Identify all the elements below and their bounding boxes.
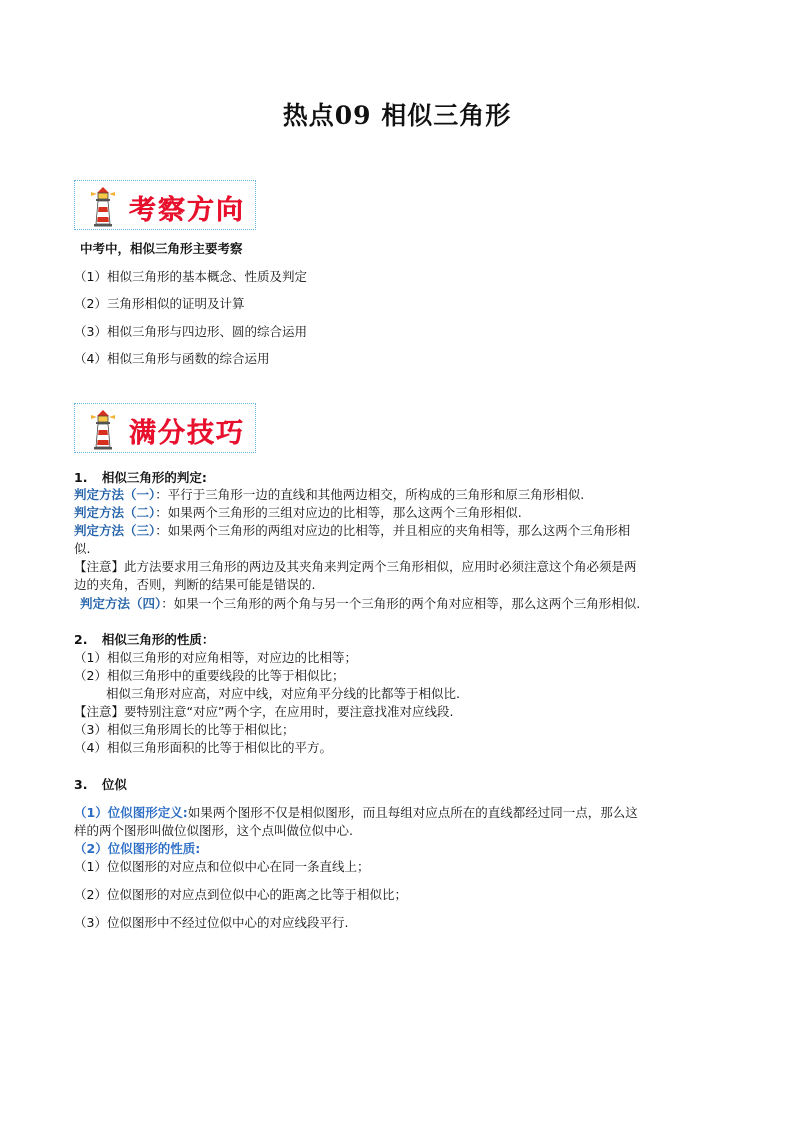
subsection-label: 相似三角形的判定: (101, 470, 207, 485)
property-item: （1）位似图形的对应点和位似中心在同一条直线上； (74, 859, 370, 874)
definition-text-cont: 样的两个图形叫做位似图形，这个点叫做位似中心. (74, 823, 353, 838)
subsection-title (74, 777, 127, 793)
definition-label: （1）位似图形定义: (74, 805, 188, 820)
method-text: ：平行于三角形一边的直线和其他两边相交，所构成的三角形和原三角形相似. (155, 487, 585, 502)
method-line (74, 523, 630, 539)
list-item: （4）相似三角形与函数的综合运用 (74, 351, 270, 366)
method-label: 判定方法（二） (74, 505, 156, 520)
subsection-number: 1. (74, 470, 88, 485)
section-heading: 满分技巧 (129, 418, 245, 449)
note-text: 【注意】此方法要求用三角形的两边及其夹角来判定两个三角形相似，应用时必须注意这个角必须是两 (74, 559, 637, 574)
subsection-label: 位似 (101, 777, 127, 792)
section-intro: 中考中，相似三角形主要考察 (80, 241, 243, 256)
section-heading-box (74, 180, 256, 230)
property-item: （1）相似三角形的对应角相等，对应边的比相等； (74, 650, 357, 665)
list-item: （1）相似三角形的基本概念、性质及判定 (74, 269, 307, 284)
property-item: （2）位似图形的对应点到位似中心的距离之比等于相似比； (74, 887, 407, 902)
subsection-number: 2. (74, 632, 88, 647)
method-text: ：如果两个三角形的三组对应边的比相等，那么这两个三角形相似. (155, 505, 522, 520)
note-text: 【注意】要特别注意“对应”两个字，在应用时，要注意找准对应线段. (74, 704, 454, 719)
definition-label: （2）位似图形的性质: (74, 841, 201, 856)
subsection-title (74, 470, 207, 486)
method-line (74, 487, 584, 503)
subsection-label: 相似三角形的性质： (101, 632, 215, 647)
property-item: 相似三角形对应高，对应中线，对应角平分线的比都等于相似比. (106, 686, 460, 701)
method-line (80, 596, 640, 612)
page-title: 热点09 相似三角形 (282, 101, 512, 130)
subsection-title (74, 632, 214, 648)
property-item: （4）相似三角形面积的比等于相似比的平方。 (74, 740, 332, 755)
subsection-number: 3. (74, 777, 88, 792)
section-heading-box (74, 403, 256, 453)
definition-text: 如果两个图形不仅是相似图形，而且每组对应点所在的直线都经过同一点，那么这 (187, 805, 638, 820)
definition-line (74, 805, 638, 821)
lighthouse-icon (88, 186, 118, 228)
lighthouse-icon (88, 409, 118, 451)
method-label: 判定方法（三） (74, 523, 156, 538)
property-item: （2）相似三角形中的重要线段的比等于相似比； (74, 668, 345, 683)
property-item: （3）位似图形中不经过位似中心的对应线段平行. (74, 915, 349, 930)
list-item: （3）相似三角形与四边形、圆的综合运用 (74, 324, 307, 339)
method-label: 判定方法（四） (80, 596, 162, 611)
method-text-cont: 似. (74, 541, 91, 556)
section-heading: 考察方向 (129, 195, 245, 226)
method-line (74, 505, 522, 521)
method-label: 判定方法（一） (74, 487, 156, 502)
method-text: ：如果两个三角形的两组对应边的比相等，并且相应的夹角相等，那么这两个三角形相 (155, 523, 631, 538)
note-text: 边的夹角，否则，判断的结果可能是错误的. (74, 577, 316, 592)
property-item: （3）相似三角形周长的比等于相似比； (74, 722, 295, 737)
list-item: （2）三角形相似的证明及计算 (74, 296, 245, 311)
method-text: ：如果一个三角形的两个角与另一个三角形的两个角对应相等，那么这两个三角形相似. (161, 596, 641, 611)
